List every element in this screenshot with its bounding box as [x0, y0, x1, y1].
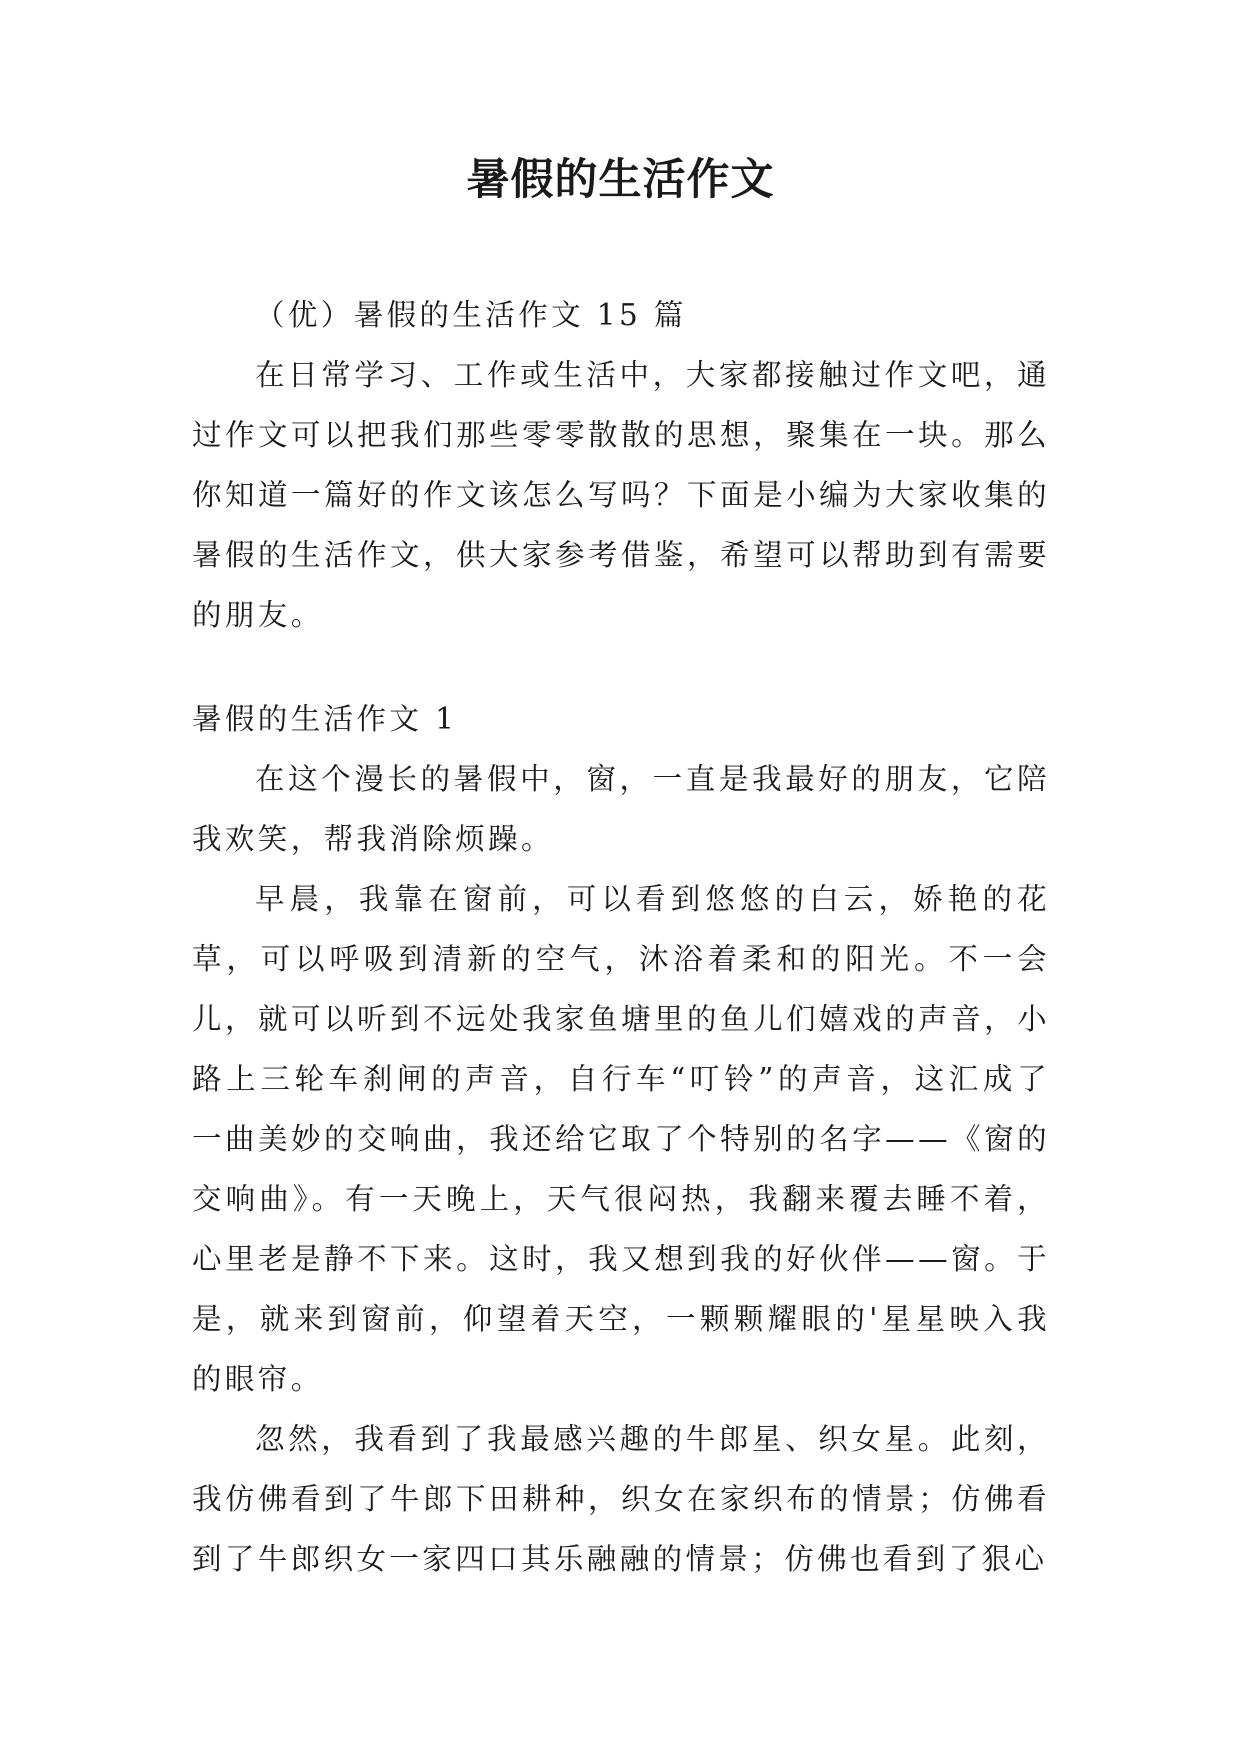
intro-paragraph: 在日常学习、工作或生活中，大家都接触过作文吧，通过作文可以把我们那些零零散散的思想，聚集在一块。那么你知道一篇好的作文该怎么写吗？下面是小编为大家收集的暑假的生活作文，供大家参考借鉴，希望可以帮助到有需要的朋友。 — [192, 358, 1050, 632]
body-paragraph: 早晨，我靠在窗前，可以看到悠悠的白云，娇艳的花草，可以呼吸到清新的空气，沐浴着柔和的阳光。不一会儿，就可以听到不远处我家鱼塘里的鱼儿们嬉戏的声音，小路上三轮车刹闸的声音，自行车“叮铃”的声音，这汇成了一曲美妙的交响曲，我还给它取了个特别的名字——《窗的交响曲》。有一天晚上，天气很闷热，我翻来覆去睡不着，心里老是静不下来。这时，我又想到我的好伙伴——窗。于是，就来到窗前，仰望着天空，一颗颗耀眼的'星星映入我的眼帘。 — [192, 882, 1050, 1396]
body-paragraph: 忽然，我看到了我最感兴趣的牛郎星、织女星。此刻，我仿佛看到了牛郎下田耕种，织女在家织布的情景；仿佛看到了牛郎织女一家四口其乐融融的情景；仿佛也看到了狠心 — [192, 1422, 1050, 1576]
body-paragraph: 在这个漫长的暑假中，窗，一直是我最好的朋友，它陪我欢笑，帮我消除烦躁。 — [192, 762, 1050, 856]
document-title: 暑假的生活作文 — [466, 155, 775, 205]
document-subtitle: （优）暑假的生活作文 15 篇 — [255, 298, 687, 332]
section-heading: 暑假的生活作文 1 — [192, 702, 458, 736]
section-spacer — [192, 645, 1050, 689]
document-body — [192, 285, 1050, 1589]
